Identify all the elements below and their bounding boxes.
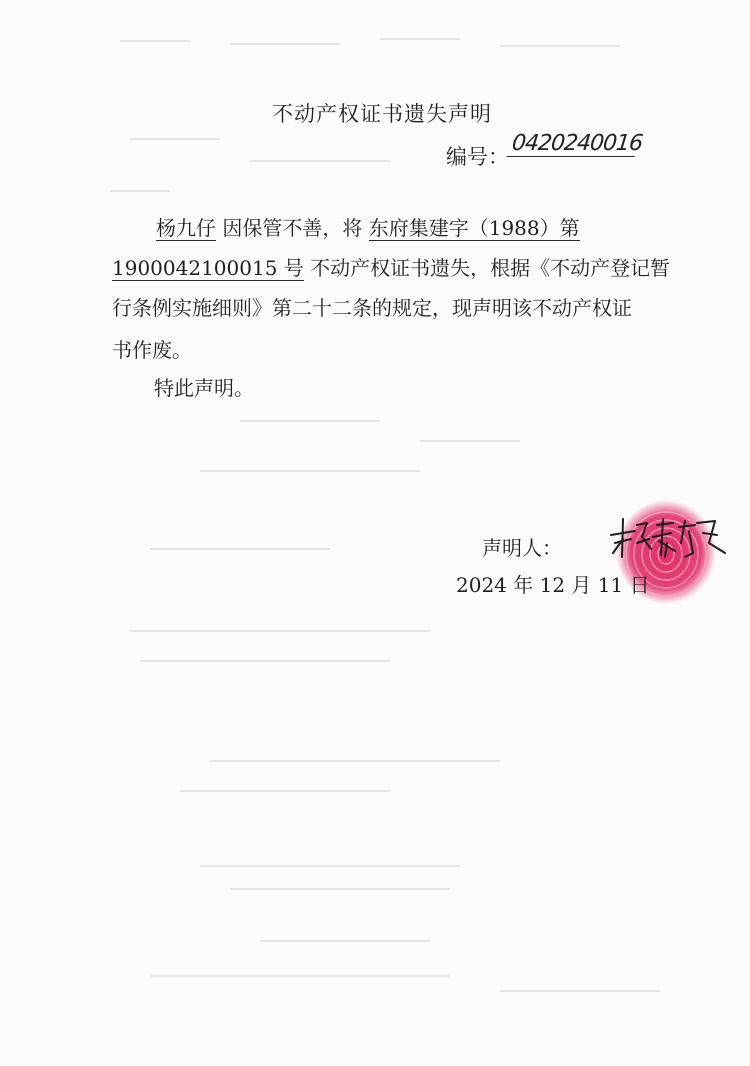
closing-text: 特此声明。	[154, 376, 254, 400]
body-line-4: 书作废。	[112, 338, 192, 362]
owner-name: 杨九仔	[156, 216, 216, 240]
certificate-number: 1900042100015 号	[112, 256, 304, 280]
body-line-3: 行条例实施细则》第二十二条的规定，现声明该不动产权证	[112, 296, 632, 320]
body-line-2	[112, 254, 670, 282]
body-line-1	[156, 214, 580, 242]
handwritten-number: 0420240016	[507, 132, 638, 157]
certificate-prefix: 东府集建字（1988）第	[368, 216, 580, 240]
document-title: 不动产权证书遗失声明	[272, 102, 492, 126]
declaration-date: 2024 年 12 月 11 日	[456, 573, 650, 597]
handwritten-signature	[605, 513, 730, 563]
declarant-label: 声明人：	[482, 536, 562, 560]
number-label: 编号：	[446, 145, 509, 169]
body-text-2: 不动产权证书遗失，根据《不动产登记暂	[310, 256, 671, 280]
body-text-1: 因保管不善，将	[222, 216, 363, 240]
